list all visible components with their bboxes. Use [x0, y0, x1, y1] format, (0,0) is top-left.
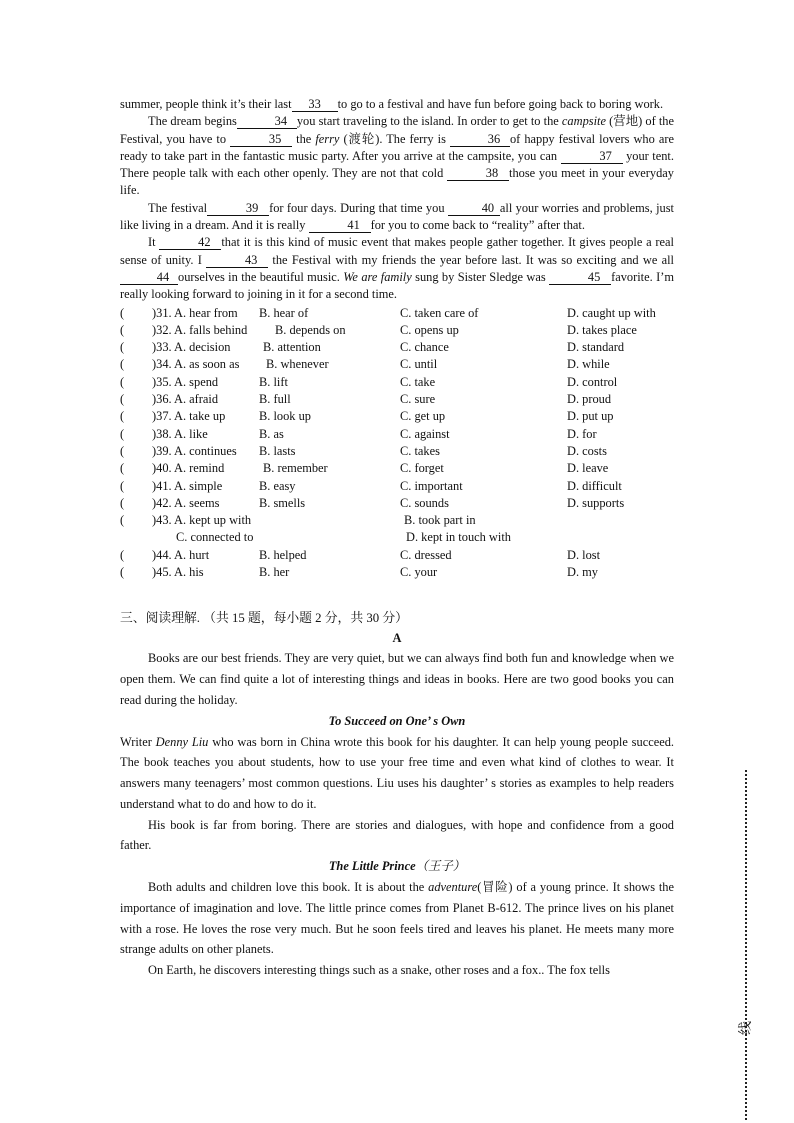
option-d: D. control: [567, 374, 618, 389]
option-c: C. forget: [400, 461, 444, 476]
option-row-43: [120, 512, 674, 529]
option-a: )44. A. hurt: [152, 547, 210, 562]
blank-43: 43: [206, 254, 268, 268]
paren: (: [120, 565, 125, 580]
word-adventure: adventure: [428, 880, 478, 895]
option-b: B. attention: [263, 340, 321, 355]
text: that it is this kind of music event that makes people gather together. It gives people a real sense of unity. I: [120, 235, 674, 267]
section-heading: 三、阅读理解. （共 15 题，每小题 2 分，共 30 分）: [120, 611, 408, 626]
book2-para-2: On Earth, he discovers interesting things such as a snake, other roses and a fox.. The fox tells: [148, 963, 610, 978]
option-a: )39. A. continues: [152, 443, 237, 458]
exam-page: [120, 96, 674, 981]
option-row: [120, 460, 674, 477]
book1-para-2: His book is far from boring. There are stories and dialogues, with hope and confidence from a good father.: [120, 817, 674, 853]
blank-40: 40: [448, 202, 500, 216]
option-a: )33. A. decision: [152, 340, 231, 355]
song-title: We are family: [343, 269, 412, 284]
option-a: )35. A. spend: [152, 374, 219, 389]
option-b: B. easy: [259, 478, 296, 493]
option-row: [120, 322, 674, 339]
option-row: [120, 374, 674, 391]
text: for you to come back to “reality” after that.: [370, 218, 585, 233]
passage-para-1: [120, 96, 674, 113]
option-c: C. chance: [400, 340, 449, 355]
paren: (: [120, 426, 125, 441]
options-list: [120, 305, 674, 582]
paren: (: [120, 322, 125, 337]
paren: (: [120, 547, 125, 562]
option-row: [120, 391, 674, 408]
option-b: B. look up: [259, 409, 311, 424]
text: sung by Sister Sledge was: [411, 269, 546, 284]
book2-title-en: The Little Prince: [328, 859, 416, 874]
option-d: D. difficult: [567, 478, 622, 493]
text: who was born in China wrote this book for his daughter. It can help young people succeed. The book teaches you about students, how to use your free time and even what kind of clothes to wear. It answers many teenagers’ most common questions. Liu uses his daughter’ s stories as examples to help readers understand what to do and how to do it.: [120, 734, 674, 811]
option-b: B. remember: [263, 461, 328, 476]
option-c: C. take: [400, 374, 436, 389]
option-d: D. leave: [567, 461, 609, 476]
option-b: B. smells: [259, 495, 306, 510]
text: The dream begins: [148, 114, 237, 129]
option-row: [120, 495, 674, 512]
option-a: )42. A. seems: [152, 495, 220, 510]
passage-para-3: [120, 200, 674, 235]
option-c: C. opens up: [400, 322, 459, 337]
binding-line-label: 线: [738, 1021, 754, 1035]
blank-33: 33: [292, 98, 338, 112]
text: of happy festival lovers who are ready to take part in the fantastic music party. After you arrive at the campsite, you can: [120, 131, 674, 163]
blank-38: 38: [447, 167, 509, 181]
book2-para-1: [120, 877, 674, 960]
option-c: C. dressed: [400, 547, 452, 562]
option-d: D. put up: [567, 409, 614, 424]
book1-para-1: [120, 732, 674, 815]
paren: (: [120, 478, 125, 493]
word-ferry: ferry: [315, 131, 340, 146]
text: the Festival with my friends the year before last. It was so exciting and we all: [272, 252, 674, 267]
option-b: B. whenever: [266, 357, 329, 372]
option-c: C. sure: [400, 392, 436, 407]
text: favorite. I’m really looking forward to joining in it for a second time.: [120, 269, 674, 302]
option-d: D. takes place: [567, 322, 637, 337]
text: you start traveling to the island. In order to get to the: [296, 114, 562, 129]
option-d: D. standard: [567, 340, 625, 355]
option-row: [120, 356, 674, 373]
option-c: C. until: [400, 357, 438, 372]
paren: (: [120, 443, 125, 458]
text: those you meet in your everyday life.: [120, 166, 674, 198]
option-a: )41. A. simple: [152, 478, 223, 493]
paren: (: [120, 461, 125, 476]
option-b: B. lasts: [259, 443, 296, 458]
paren: (: [120, 374, 125, 389]
option-b: B. lift: [259, 374, 288, 389]
option-a: )32. A. falls behind: [152, 322, 248, 337]
option-d: D. caught up with: [567, 305, 656, 320]
text: to go to a festival and have fun before going back to boring work.: [337, 97, 664, 111]
book2-title: [120, 856, 674, 877]
option-a: )34. A. as soon as: [152, 357, 240, 372]
blank-42: 42: [159, 236, 221, 250]
paren: (: [120, 357, 125, 372]
blank-44: 44: [120, 271, 178, 285]
option-row: [120, 305, 674, 322]
option-c: C. taken care of: [400, 305, 479, 320]
option-a: )38. A. like: [152, 426, 208, 441]
option-d: D. proud: [567, 392, 612, 407]
blank-35: 35: [230, 133, 292, 147]
text: (冒险) of a young prince. It shows the importance of imagination and love. The little prince comes from Planet B-612. The prince lives on his planet with a rose. He loves the rose very much. But he soon feels tired and leaves his planet. He meets many more strange adults on other planets.: [120, 880, 675, 957]
binding-dotted-line: [745, 770, 747, 1120]
blank-34: 34: [237, 115, 297, 129]
text: ourselves in the beautiful music.: [178, 269, 344, 284]
text: The festival: [148, 200, 208, 215]
option-b: B. depends on: [275, 322, 346, 337]
option-d: D. costs: [567, 443, 607, 458]
text: summer, people think it’s their last: [120, 97, 292, 111]
reading-intro: Books are our best friends. They are very quiet, but we can always find both fun and knowledge when we open them. We can find quite a lot of interesting things and ideas in books. Here are two good books you can read during the holiday.: [120, 651, 674, 707]
text: (渡轮). The ferry is: [339, 131, 446, 146]
option-b: B. her: [259, 565, 290, 580]
option-row: [120, 339, 674, 356]
option-d: D. kept in touch with: [406, 530, 511, 545]
option-d: D. while: [567, 357, 610, 372]
book2-title-cn: （王子）: [415, 859, 466, 874]
blank-41: 41: [309, 219, 371, 233]
option-a: )36. A. afraid: [152, 392, 219, 407]
text: Both adults and children love this book. It is about the: [148, 880, 429, 895]
option-a: )31. A. hear from: [152, 305, 238, 320]
text: for four days. During that time you: [269, 200, 445, 215]
option-d: D. supports: [567, 495, 625, 510]
book1-title: To Succeed on One’ s Own: [328, 713, 466, 728]
option-c: C. connected to: [176, 530, 254, 545]
option-c: C. against: [400, 426, 450, 441]
passage-para-2: [120, 113, 674, 199]
option-row: [120, 564, 674, 581]
option-b: B. as: [259, 426, 284, 441]
text: (营地) of the Festival, you have to: [120, 114, 674, 146]
option-b: B. hear of: [259, 305, 309, 320]
paren: (: [120, 409, 125, 424]
option-row: [120, 478, 674, 495]
text: the: [296, 131, 316, 146]
option-c: C. your: [400, 565, 438, 580]
text: Writer: [120, 734, 156, 749]
text: all your worries and problems, just like living in a dream. And it is really: [120, 200, 674, 233]
blank-39: 39: [207, 202, 269, 216]
option-row-43b: [120, 529, 674, 546]
option-row: [120, 547, 674, 564]
option-row: [120, 408, 674, 425]
option-a: )40. A. remind: [152, 461, 225, 476]
part-label: A: [392, 631, 402, 646]
option-b: B. full: [259, 392, 291, 407]
author-name: Denny Liu: [155, 734, 209, 749]
passage-para-4: [120, 234, 674, 303]
option-c: C. takes: [400, 443, 440, 458]
blank-37: 37: [561, 150, 623, 164]
option-d: D. for: [567, 426, 597, 441]
paren: (: [120, 340, 125, 355]
option-b: B. took part in: [404, 513, 476, 528]
option-row: [120, 443, 674, 460]
option-c: C. important: [400, 478, 463, 493]
option-a: )43. A. kept up with: [152, 513, 252, 528]
option-d: D. my: [567, 565, 598, 580]
blank-36: 36: [450, 133, 510, 147]
blank-45: 45: [549, 271, 611, 285]
word-campsite: campsite: [561, 114, 606, 129]
paren: (: [120, 513, 125, 528]
text: It: [148, 235, 156, 250]
paren: (: [120, 495, 125, 510]
paren: (: [120, 305, 125, 320]
option-b: B. helped: [259, 547, 307, 562]
option-a: )45. A. his: [152, 565, 204, 580]
text: your tent. There people talk with each other openly. They are not that cold: [120, 148, 674, 181]
option-c: C. sounds: [400, 495, 449, 510]
option-d: D. lost: [567, 547, 601, 562]
option-c: C. get up: [400, 409, 446, 424]
paren: (: [120, 392, 125, 407]
option-row: [120, 426, 674, 443]
option-a: )37. A. take up: [152, 409, 226, 424]
